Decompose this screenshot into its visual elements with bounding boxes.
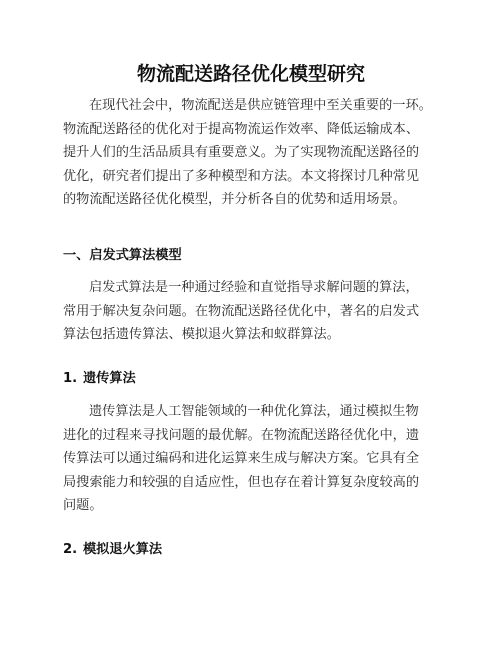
subsection-heading-annealing [63,540,162,560]
intro-paragraph [63,94,453,212]
document-title: 物流配送路径优化模型研究 [136,63,365,85]
paragraph-line: 提升人们的生活品质具有重要意义。为了实现物流配送路径的 [63,145,420,160]
paragraph-line: 物流配送路径的优化对于提高物流运作效率、降低运输成本、 [63,121,420,137]
genetic-paragraph [63,400,453,518]
paragraph-line: 问题。 [63,498,103,513]
subsection-number: 2. [63,542,78,557]
paragraph-line: 优化，研究者们提出了多种模型和方法。本文将探讨几种常见 [63,168,420,184]
section-heading-heuristic: 一、启发式算法模型 [63,248,182,263]
paragraph-line: 启发式算法是一种通过经验和直觉指导求解问题的算法， [89,280,419,295]
paragraph-line: 算法包括遗传算法、模拟退火算法和蚁群算法。 [63,327,340,342]
paragraph-line: 在现代社会中，物流配送是供应链管理中至关重要的一环。 [89,98,432,113]
subsection-heading-genetic [63,369,136,389]
paragraph-line: 局搜索能力和较强的自适应性，但也存在着计算复杂度较高的 [63,474,420,490]
heuristic-paragraph [63,276,453,347]
paragraph-line: 遗传算法是人工智能领域的一种优化算法，通过模拟生物 [89,404,419,419]
paragraph-line: 传算法可以通过编码和进化运算来生成与解决方案。它具有全 [63,451,420,466]
subsection-number: 1. [63,371,78,386]
subsection-title: 遗传算法 [83,371,136,386]
paragraph-line: 常用于解决复杂问题。在物流配送路径优化中，著名的启发式 [63,303,420,319]
paragraph-line: 的物流配送路径优化模型，并分析各自的优势和适用场景。 [63,192,406,207]
paragraph-line: 进化的过程来寻找问题的最优解。在物流配送路径优化中，遗 [63,427,420,443]
subsection-title: 模拟退火算法 [83,542,163,557]
